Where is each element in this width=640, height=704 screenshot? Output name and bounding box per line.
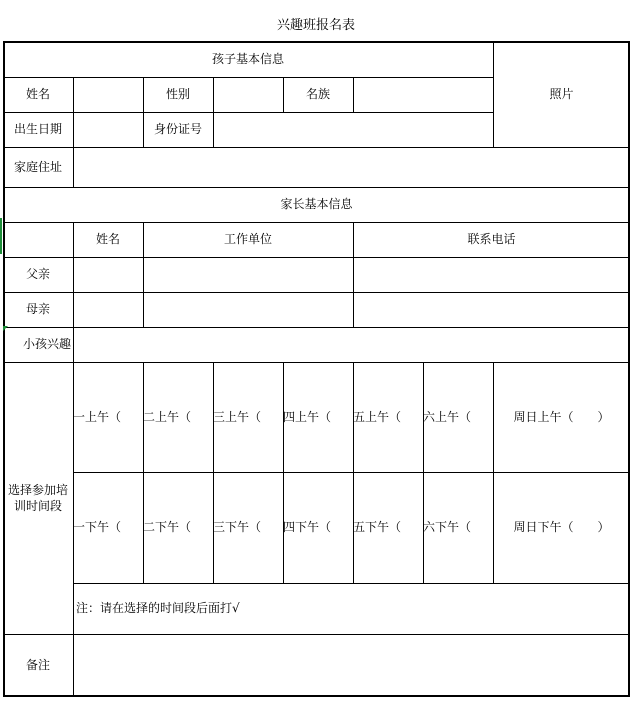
wed-afternoon-option[interactable]: 三下午（ [213,520,262,535]
sun-afternoon-option[interactable]: 周日下午（ ） [513,520,610,535]
wed-morning-option[interactable]: 三上午（ [213,409,262,424]
fri-afternoon-option[interactable]: 五下午（ [353,520,402,535]
mon-morning-option[interactable]: 一上午（ [73,409,122,424]
work-unit-column: 工作单位 [223,232,272,247]
remarks-label: 备注 [25,658,50,673]
sat-morning-option[interactable]: 六上午（ [423,409,472,424]
tue-afternoon-option[interactable]: 二下午（ [143,520,192,535]
form-title: 兴趣班报名表 [276,18,355,33]
id-number-label: 身份证号 [153,122,202,137]
ethnicity-label: 名族 [305,87,330,102]
cell-comment-marker [3,326,8,331]
fri-morning-option[interactable]: 五上午（ [353,409,402,424]
interest-label: 小孩兴趣 [23,337,72,352]
schedule-label: 选择参加培训时间段 [7,482,68,513]
phone-column: 联系电话 [467,232,516,247]
table-border [3,41,630,697]
selection-edge-marker [0,218,2,254]
sat-afternoon-option[interactable]: 六下午（ [423,520,472,535]
child-info-header: 孩子基本信息 [211,51,284,66]
gender-label: 性别 [165,87,190,102]
thu-morning-option[interactable]: 四上午（ [283,409,332,424]
thu-afternoon-option[interactable]: 四下午（ [283,520,332,535]
tue-morning-option[interactable]: 二上午（ [143,409,192,424]
child-name-label: 姓名 [25,87,50,102]
birth-date-label: 出生日期 [13,122,62,137]
sun-morning-option[interactable]: 周日上午（ ） [513,409,610,424]
parent-name-column: 姓名 [95,232,120,247]
father-label: 父亲 [25,267,50,282]
schedule-note: 注：请在选择的时间段后面打√ [76,601,240,616]
address-label: 家庭住址 [13,159,62,174]
parent-info-header: 家长基本信息 [280,197,353,212]
mother-label: 母亲 [25,302,50,317]
mon-afternoon-option[interactable]: 一下午（ [73,520,122,535]
photo-cell[interactable]: 照片 [549,86,574,101]
